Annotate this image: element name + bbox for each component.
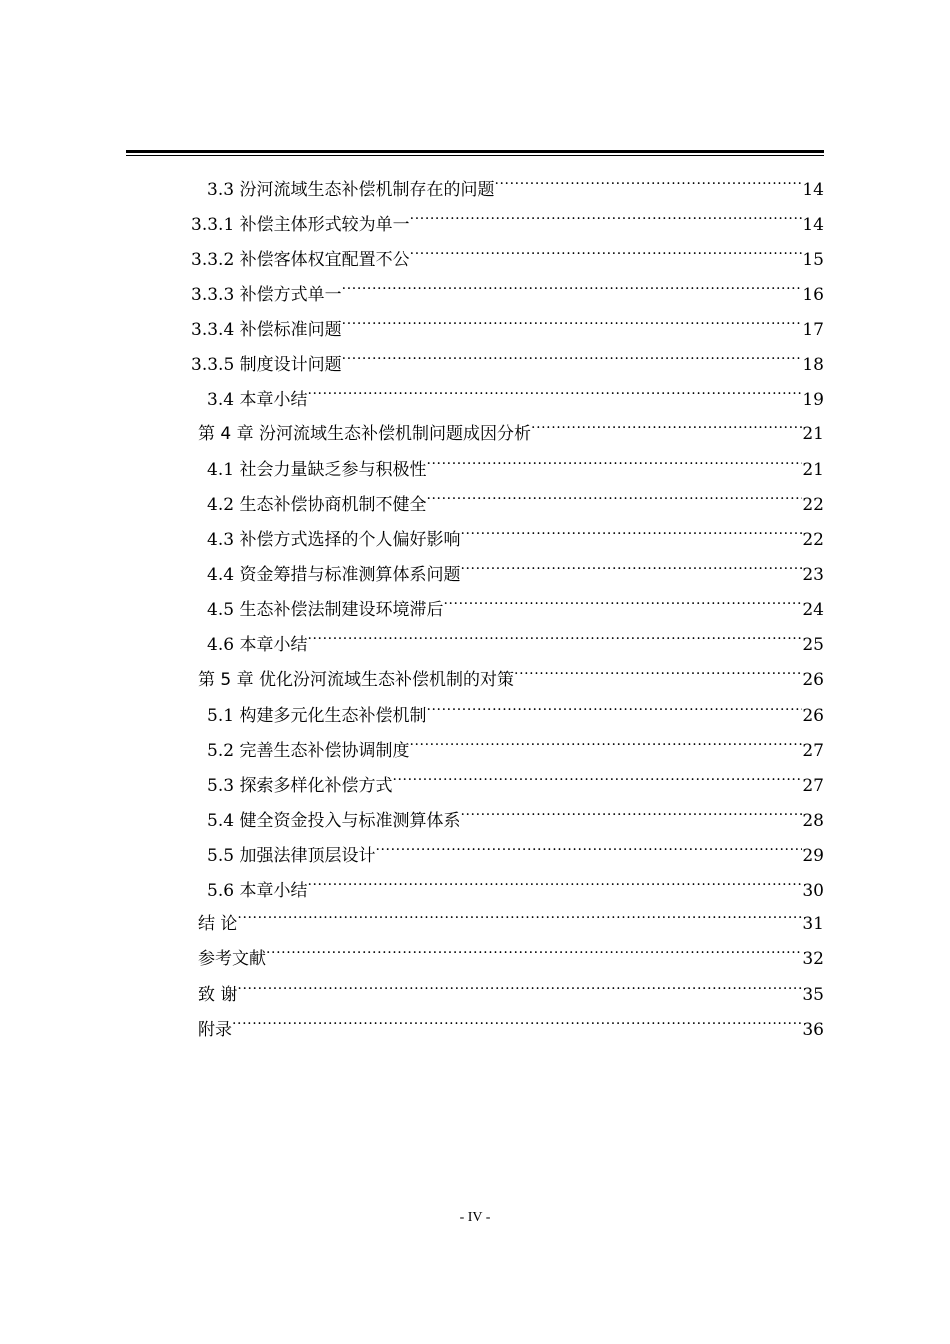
toc-entry-label: 5.2 完善生态补偿协调制度 xyxy=(207,741,410,761)
dot-leader xyxy=(410,235,803,265)
toc-entry-4-6[interactable] xyxy=(207,620,824,655)
toc-entry-page: 35 xyxy=(802,985,824,1005)
toc-entry-4-2[interactable] xyxy=(207,480,824,515)
toc-entry-5-5[interactable] xyxy=(207,831,824,866)
toc-entry-3-3-5[interactable] xyxy=(191,340,824,375)
toc-entry-page: 14 xyxy=(802,215,824,235)
toc-entry-label: 4.3 补偿方式选择的个人偏好影响 xyxy=(207,530,461,550)
dot-leader xyxy=(266,934,802,964)
toc-entry-label: 第 4 章 汾河流域生态补偿机制问题成因分析 xyxy=(198,424,532,444)
page-number-footer: - IV - xyxy=(459,1210,491,1225)
toc-entry-3-4[interactable] xyxy=(207,375,824,410)
dot-leader xyxy=(426,445,802,475)
toc-entry-label: 3.3.3 补偿方式单一 xyxy=(191,285,342,305)
toc-entry-page: 31 xyxy=(802,914,824,934)
toc-entry-page: 26 xyxy=(802,670,824,690)
toc-entry-label: 第 5 章 优化汾河流域生态补偿机制的对策 xyxy=(198,670,515,690)
dot-leader xyxy=(375,831,802,861)
toc-entry-label: 3.3.1 补偿主体形式较为单一 xyxy=(191,215,410,235)
dot-leader xyxy=(494,165,802,195)
toc-entry-label: 结 论 xyxy=(198,914,238,934)
dot-leader xyxy=(307,620,802,650)
toc-entry-page: 28 xyxy=(802,811,824,831)
toc-entry-page: 22 xyxy=(802,530,824,550)
toc-entry-label: 3.3.2 补偿客体权宜配置不公 xyxy=(191,250,410,270)
toc-entry-page: 15 xyxy=(802,250,824,270)
toc-entry-label: 4.5 生态补偿法制建设环境滞后 xyxy=(207,600,444,620)
toc-entry-label: 3.4 本章小结 xyxy=(207,390,308,410)
dot-leader xyxy=(443,585,802,615)
toc-entry-appendix[interactable] xyxy=(198,1005,824,1040)
dot-leader xyxy=(409,726,802,756)
dot-leader xyxy=(342,270,803,300)
toc-entry-3-3-1[interactable] xyxy=(191,200,824,235)
toc-entry-4-3[interactable] xyxy=(207,515,824,550)
toc-entry-conclusion[interactable] xyxy=(198,899,824,934)
dot-leader xyxy=(392,761,802,791)
toc-entry-3-3-4[interactable] xyxy=(191,305,824,340)
toc-entry-page: 24 xyxy=(802,600,824,620)
dot-leader xyxy=(342,305,803,335)
toc-entry-page: 21 xyxy=(802,424,824,444)
dot-leader xyxy=(460,550,802,580)
toc-entry-label: 5.5 加强法律顶层设计 xyxy=(207,846,376,866)
toc-entry-label: 3.3.5 制度设计问题 xyxy=(191,355,342,375)
toc-entry-page: 36 xyxy=(802,1020,824,1040)
dot-leader xyxy=(514,655,802,685)
toc-entry-page: 18 xyxy=(802,355,824,375)
dot-leader xyxy=(460,796,802,826)
toc-entry-page: 32 xyxy=(802,949,824,969)
toc-entry-page: 26 xyxy=(802,706,824,726)
toc-entry-page: 14 xyxy=(802,180,824,200)
toc-entry-label: 附录 xyxy=(198,1020,232,1040)
dot-leader xyxy=(237,970,802,1000)
toc-entry-label: 参考文献 xyxy=(198,949,266,969)
toc-entry-page: 16 xyxy=(802,285,824,305)
dot-leader xyxy=(426,691,802,721)
toc-entry-label: 5.6 本章小结 xyxy=(207,881,308,901)
toc-entry-label: 4.4 资金筹措与标准测算体系问题 xyxy=(207,565,461,585)
toc-entry-label: 5.1 构建多元化生态补偿机制 xyxy=(207,706,427,726)
dot-leader xyxy=(342,340,803,370)
toc-entry-4-1[interactable] xyxy=(207,445,824,480)
toc-entry-5-4[interactable] xyxy=(207,796,824,831)
dot-leader xyxy=(307,375,802,405)
dot-leader xyxy=(410,200,803,230)
dot-leader xyxy=(307,866,802,896)
toc-entry-chapter-4[interactable] xyxy=(198,409,824,444)
toc-entry-5-1[interactable] xyxy=(207,691,824,726)
toc-entry-page: 21 xyxy=(802,460,824,480)
toc-entry-page: 27 xyxy=(802,741,824,761)
toc-entry-label: 致 谢 xyxy=(198,985,238,1005)
dot-leader xyxy=(237,899,802,929)
dot-leader xyxy=(531,409,802,439)
toc-entry-page: 19 xyxy=(802,390,824,410)
toc-entry-5-2[interactable] xyxy=(207,726,824,761)
toc-entry-page: 23 xyxy=(802,565,824,585)
toc-entry-chapter-5[interactable] xyxy=(198,655,824,690)
toc-entry-label: 3.3 汾河流域生态补偿机制存在的问题 xyxy=(207,180,495,200)
toc-entry-4-4[interactable] xyxy=(207,550,824,585)
toc-entry-label: 4.6 本章小结 xyxy=(207,635,308,655)
dot-leader xyxy=(460,515,802,545)
toc-entry-3-3-3[interactable] xyxy=(191,270,824,305)
toc-entry-label: 5.4 健全资金投入与标准测算体系 xyxy=(207,811,461,831)
toc-entry-label: 5.3 探索多样化补偿方式 xyxy=(207,776,393,796)
toc-entry-label: 4.2 生态补偿协商机制不健全 xyxy=(207,495,427,515)
toc-entry-5-3[interactable] xyxy=(207,761,824,796)
toc-entry-3-3-2[interactable] xyxy=(191,235,824,270)
toc-entry-page: 29 xyxy=(802,846,824,866)
toc-entry-page: 17 xyxy=(802,320,824,340)
toc-entry-references[interactable] xyxy=(198,934,824,969)
dot-leader xyxy=(232,1005,802,1035)
toc-entry-page: 30 xyxy=(802,881,824,901)
dot-leader xyxy=(426,480,802,510)
toc-entry-label: 4.1 社会力量缺乏参与积极性 xyxy=(207,460,427,480)
toc-entry-acknowledgements[interactable] xyxy=(198,970,824,1005)
toc-entry-page: 25 xyxy=(802,635,824,655)
toc-entry-label: 3.3.4 补偿标准问题 xyxy=(191,320,342,340)
toc-entry-5-6[interactable] xyxy=(207,866,824,901)
toc-entry-3-3[interactable] xyxy=(207,165,824,200)
toc-entry-page: 22 xyxy=(802,495,824,515)
toc-entry-page: 27 xyxy=(802,776,824,796)
toc-entry-4-5[interactable] xyxy=(207,585,824,620)
